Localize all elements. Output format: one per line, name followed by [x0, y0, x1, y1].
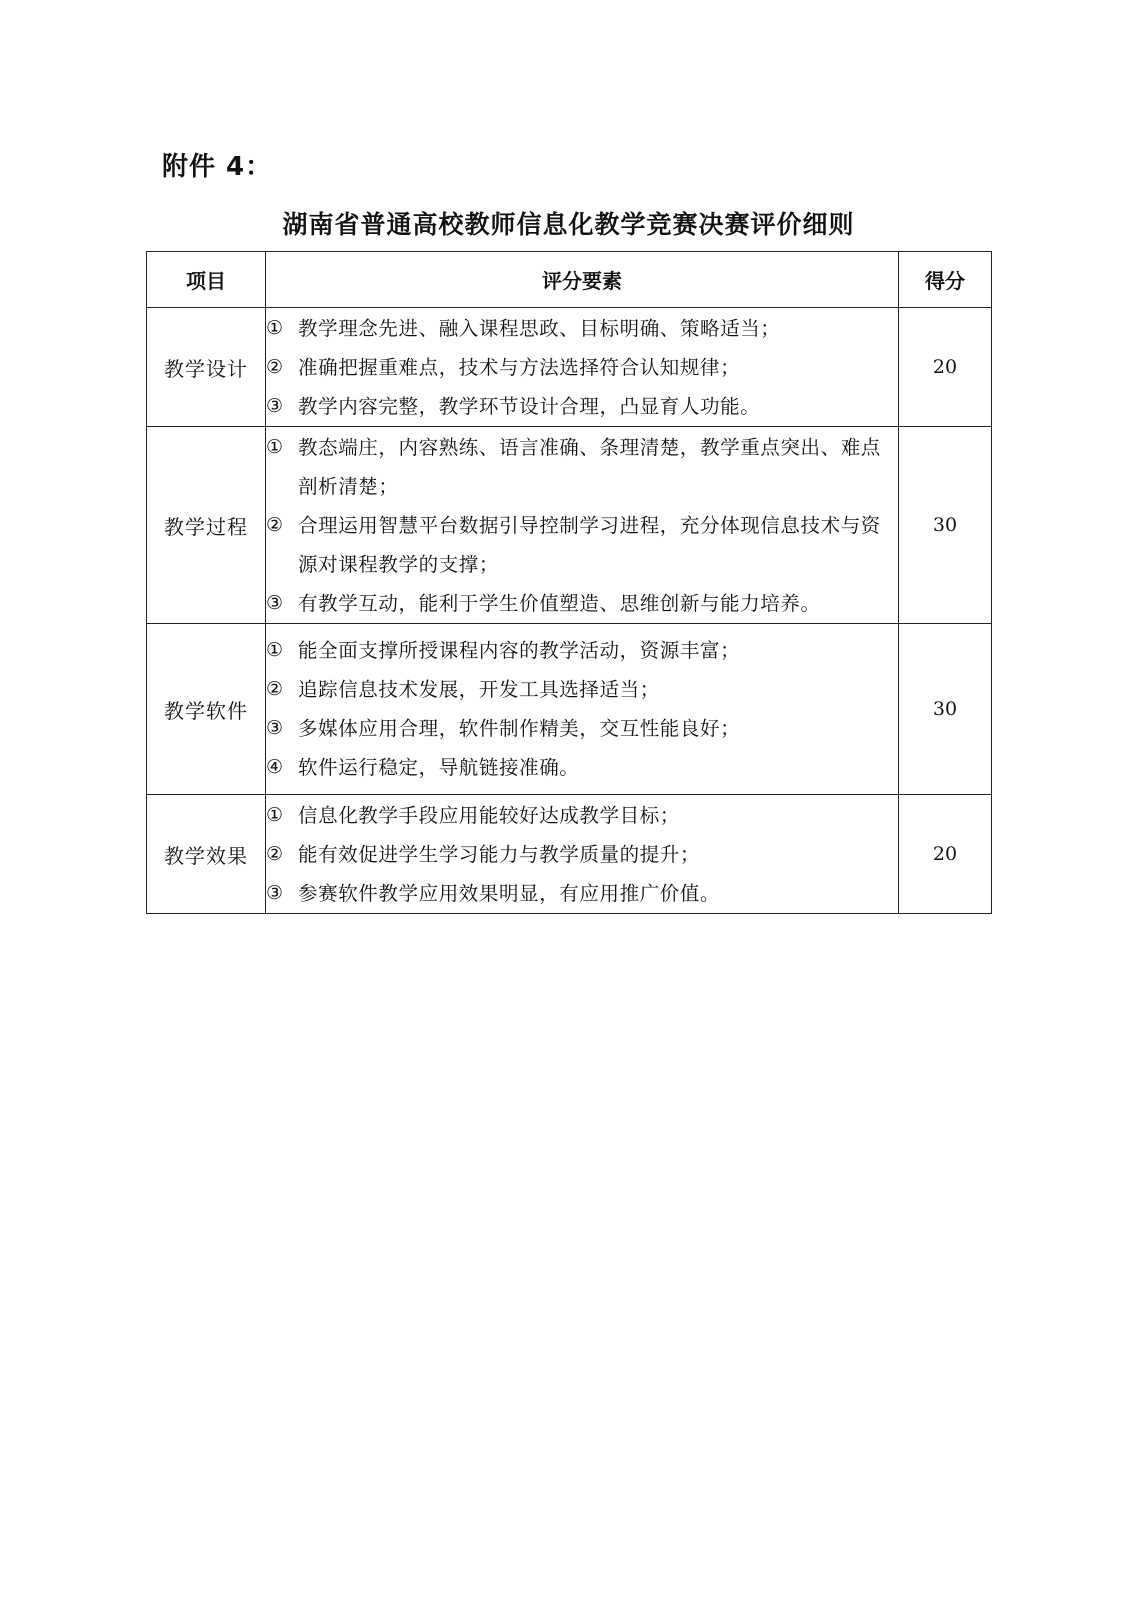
item-text: 追踪信息技术发展，开发工具选择适当；	[298, 678, 660, 701]
list-item	[266, 506, 898, 584]
document-title: 湖南省普通高校教师信息化教学竞赛决赛评价细则	[282, 210, 855, 239]
list-item	[266, 670, 898, 709]
item-text: 合理运用智慧平台数据引导控制学习进程，充分体现信息技术与资源对课程教学的支撑；	[298, 513, 881, 576]
item-number: ①	[266, 803, 284, 826]
item-text: 多媒体应用合理，软件制作精美，交互性能良好；	[298, 717, 741, 740]
table-header-row	[147, 252, 992, 308]
evaluation-criteria-table	[146, 251, 992, 914]
item-number: ③	[266, 717, 284, 739]
item-number: ②	[266, 678, 284, 700]
item-text: 能全面支撑所授课程内容的教学活动，资源丰富；	[298, 639, 741, 662]
list-item	[266, 348, 898, 387]
list-item	[266, 631, 898, 670]
table-row	[147, 427, 992, 624]
header-score: 得分	[899, 252, 992, 308]
list-item	[266, 835, 898, 874]
item-text: 教态端庄，内容熟练、语言准确、条理清楚，教学重点突出、难点剖析清楚；	[298, 435, 881, 498]
row-item: 教学效果	[147, 795, 266, 914]
item-number: ③	[266, 881, 284, 904]
item-number: ③	[266, 394, 284, 417]
item-number: ①	[266, 639, 284, 661]
row-elements	[266, 624, 899, 795]
list-item	[266, 584, 898, 623]
header-item: 项目	[147, 252, 266, 308]
attachment-label: 附件 4：	[162, 152, 273, 182]
row-score: 30	[899, 624, 992, 795]
table-row	[147, 795, 992, 914]
item-text: 软件运行稳定，导航链接准确。	[298, 756, 580, 779]
row-score: 20	[899, 795, 992, 914]
item-text: 信息化教学手段应用能较好达成教学目标；	[298, 803, 680, 827]
table-row	[147, 308, 992, 427]
item-number: ③	[266, 591, 284, 614]
item-text: 教学理念先进、融入课程思政、目标明确、策略适当；	[298, 316, 781, 340]
item-number: ②	[266, 513, 284, 536]
list-item	[266, 309, 898, 348]
item-text: 参赛软件教学应用效果明显，有应用推广价值。	[298, 881, 721, 905]
row-item: 教学软件	[147, 624, 266, 795]
list-item	[266, 874, 898, 913]
list-item	[266, 796, 898, 835]
row-item: 教学设计	[147, 308, 266, 427]
item-text: 能有效促进学生学习能力与教学质量的提升；	[298, 842, 701, 866]
item-number: ①	[266, 316, 284, 339]
row-elements	[266, 308, 899, 427]
item-number: ④	[266, 756, 284, 778]
row-elements	[266, 427, 899, 624]
item-text: 教学内容完整，教学环节设计合理，凸显育人功能。	[298, 394, 761, 418]
row-elements	[266, 795, 899, 914]
row-item: 教学过程	[147, 427, 266, 624]
item-text: 准确把握重难点，技术与方法选择符合认知规律；	[298, 355, 741, 379]
item-number: ①	[266, 435, 284, 458]
list-item	[266, 387, 898, 426]
item-text: 有教学互动，能利于学生价值塑造、思维创新与能力培养。	[298, 591, 821, 615]
row-score: 20	[899, 308, 992, 427]
item-number: ②	[266, 842, 284, 865]
item-number: ②	[266, 355, 284, 378]
list-item	[266, 709, 898, 748]
list-item	[266, 428, 898, 506]
table-row	[147, 624, 992, 795]
row-score: 30	[899, 427, 992, 624]
list-item	[266, 748, 898, 787]
header-elements: 评分要素	[266, 252, 899, 308]
